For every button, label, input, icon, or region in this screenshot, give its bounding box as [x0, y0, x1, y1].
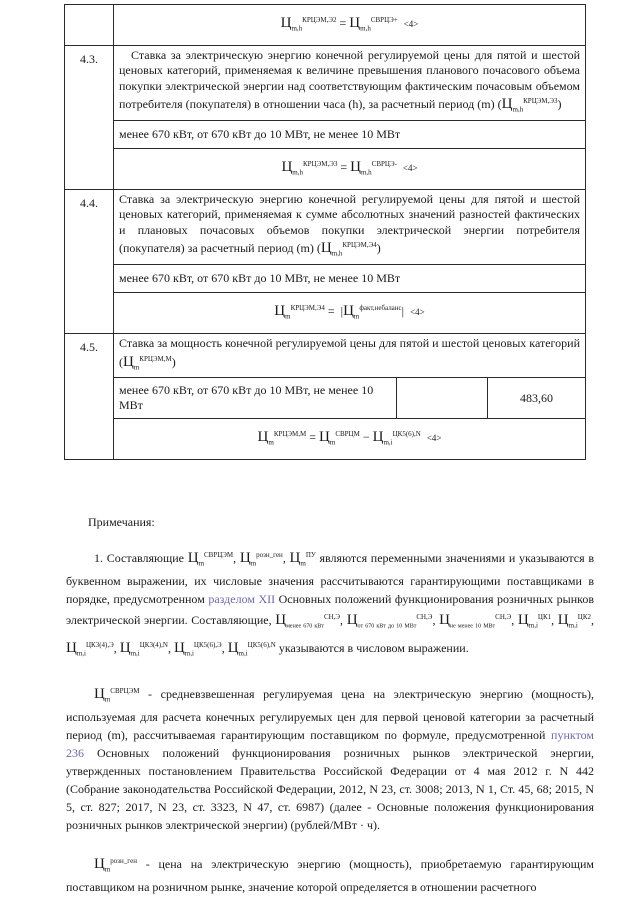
- empty-cell: [397, 378, 488, 418]
- table-row: [65, 265, 586, 293]
- capacity-range: менее 670 кВт, от 670 кВт до 10 МВт, не менее 10 МВт: [119, 383, 374, 413]
- note-2: $Ц_m^{СВРЦЭМ}$ - средневзвешенная регулируемая цена на электрическую энергию (мощность), используемая для расчета конечных регулируемых цен для первой ценовой категории за расчетный период (m), рассчитываемая гарантирующим поставщиком по формуле, предусмотренной пунктом 236 Основных положений функционирования розничных рынков электрической энергии, утвержденных постановлением Правительства Российской Федерации от 4 мая 2012 г. N 442 (Собрание законодательства Российской Федерации, 2012, N 23, ст. 3008; 2013, N 1, Ст. 45, 68; 2015, N 5, ст. 827; 2017, N 23, ст. 3323, N 47, ст. 6987) (далее - Основные положения функционирования розничных рынков электрической энергии) (рублей/МВт · ч).: [66, 686, 595, 833]
- table-row: [65, 190, 586, 265]
- notes-heading: Примечания:: [88, 515, 155, 529]
- rate-value: 483,60: [488, 378, 586, 418]
- formula-cell: [114, 149, 586, 190]
- formula-cell: [114, 419, 586, 460]
- formula-cell: [114, 293, 586, 334]
- table-row: [65, 293, 586, 334]
- link-section-xii[interactable]: разделом XII: [208, 592, 276, 607]
- row-number: [65, 5, 114, 46]
- row-number: 4.5.: [65, 334, 114, 460]
- item-description: Ставка за мощность конечной регулируемой цены для пятой и шестой ценовых категорий $(Ц_m^{КРЦЭМ,М})$: [114, 334, 586, 378]
- note-1: 1. Составляющие $Ц_m^{СВРЦЭМ}$, $Ц_m^{розн\_ген}$, $Ц_m^{ПУ}$ являются переменными значениями и указываются в буквенном выражении, их числовые значения рассчитываются гарантирующими поставщиками в порядке, предусмотренном разделом XII Основных положений функционирования розничных рынков электрической энергии. Составляющие, $Ц_{менее 670 кВт}^{СН,Э}$, $Ц_{от 670 кВт до 10 МВт}^{СН,Э}$, $Ц_{не менее 10 МВт}^{СН,Э}$, $Ц_{m,i}^{ЦК1}$, $Ц_{m,i}^{ЦК2}$, $Ц_{m,i}^{ЦК3(4),Э}$, $Ц_{m,i}^{ЦК3(4),N}$, $Ц_{m,i}^{ЦК5(6),Э}$, $Ц_{m,i}^{ЦК5(6),N}$ указываются в числовом выражении.: [66, 550, 595, 658]
- item-description: Ставка за электрическую энергию конечной регулируемой цены для пятой и шестой ценовых категорий, применяемая к сумме абсолютных значений разностей фактических и плановых почасовых объемов покупки электрической энергии потребителя (покупателя) за расчетный период (m) $(Ц_{m,h}^{КРЦЭМ,Э4})$: [114, 190, 586, 265]
- tariff-table: [64, 4, 586, 460]
- table-row: [65, 149, 586, 190]
- table-row: [65, 5, 586, 46]
- formula-cell: [114, 5, 586, 46]
- item-description: Ставка за электрическую энергию конечной регулируемой цены для пятой и шестой ценовых категорий, применяемая к величине превышения планового почасового объема покупки электрической энергии над соответствующим фактическим почасовым объемом потребителя (покупателя) в отношении часа (h), за расчетный период (m) $(Ц_{m,h}^{КРЦЭМ,Э3})$: [114, 45, 586, 120]
- formula-e3: $Ц_{m,h}^{КРЦЭМ,Э3} = Ц_{m,h}^{СВРЦЭ-} <4>$: [281, 159, 418, 177]
- table-row: [65, 120, 586, 148]
- table-row: [65, 45, 586, 120]
- formula-m: $Ц_m^{КРЦЭМ,М} = Ц_m^{СВРЦМ} - Ц_{m,i}^{ЦК5(6),N} <4>$: [257, 429, 442, 447]
- link-clause-236[interactable]: пунктом 236: [66, 728, 595, 761]
- row-number: 4.3.: [65, 45, 114, 189]
- row-number: 4.4.: [65, 190, 114, 334]
- formula-e2: $Ц_{m,h}^{КРЦЭМ,Э2} = Ц_{m,h}^{СВРЦЭ+} <4>$: [280, 15, 419, 33]
- note-3: $Ц_m^{розн\_ген}$ - цена на электрическую энергию (мощность), приобретаемую гарантирующим поставщиком на розничном рынке, значение которой определяется в отношении расчетного: [66, 856, 595, 895]
- table-row: [65, 378, 586, 419]
- table-row: [65, 419, 586, 460]
- value-row: [114, 378, 585, 418]
- formula-e4: $Ц_m^{КРЦЭМ,Э4} = |Ц_m^{факт,небаланс}| <4>$: [274, 303, 425, 321]
- table-row: [65, 334, 586, 378]
- capacity-range: менее 670 кВт, от 670 кВт до 10 МВт, не менее 10 МВт: [114, 265, 586, 293]
- capacity-range: менее 670 кВт, от 670 кВт до 10 МВт, не менее 10 МВт: [114, 120, 586, 148]
